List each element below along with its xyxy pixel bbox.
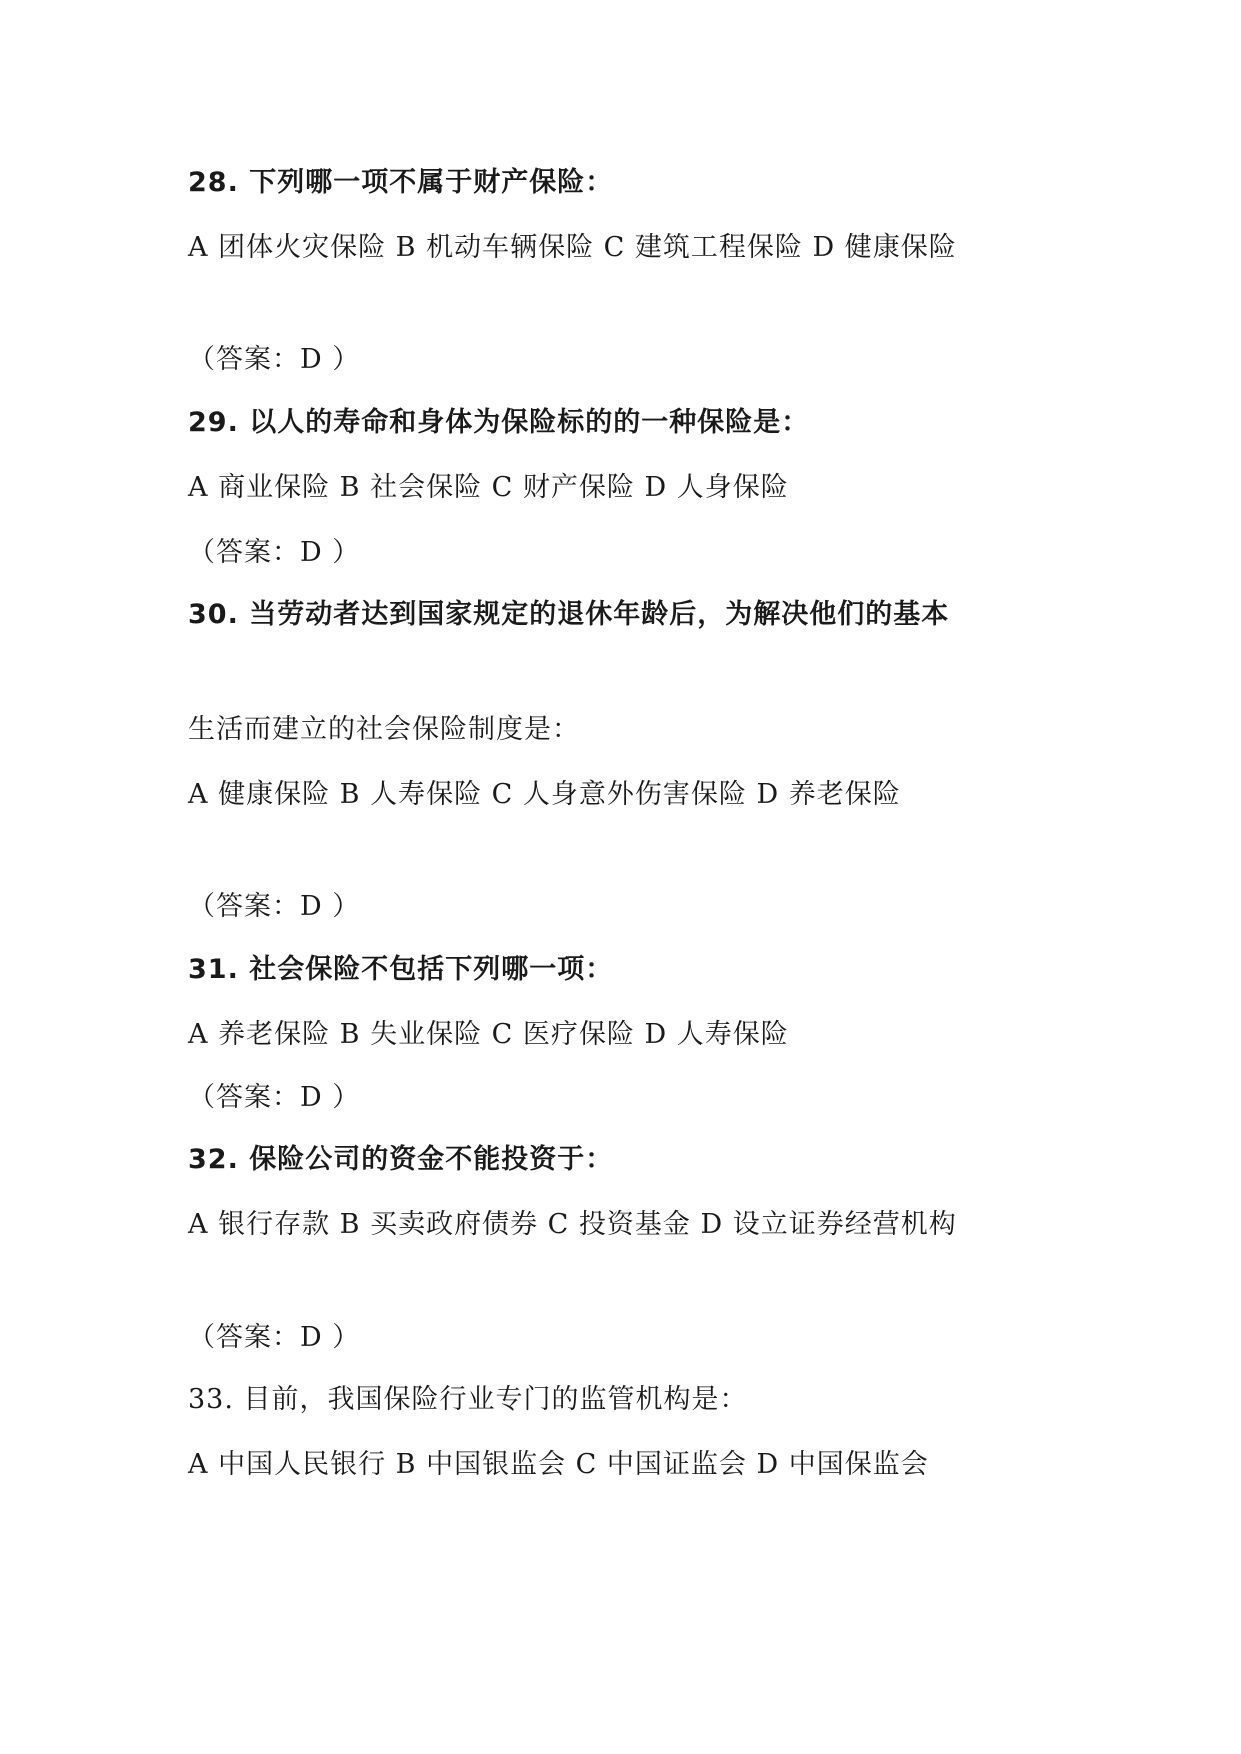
answer-31: （答案：D ） — [188, 1082, 361, 1113]
options-30: A 健康保险 B 人寿保险 C 人身意外伤害保险 D 养老保险 — [188, 779, 901, 810]
answer-29: （答案：D ） — [188, 537, 361, 568]
options-28: A 团体火灾保险 B 机动车辆保险 C 建筑工程保险 D 健康保险 — [188, 232, 957, 263]
question-30-continuation: 生活而建立的社会保险制度是： — [188, 714, 580, 745]
options-29: A 商业保险 B 社会保险 C 财产保险 D 人身保险 — [188, 472, 789, 503]
question-29: 29. 以人的寿命和身体为保险标的的一种保险是： — [188, 407, 810, 438]
question-28: 28. 下列哪一项不属于财产保险： — [188, 167, 614, 198]
options-31: A 养老保险 B 失业保险 C 医疗保险 D 人寿保险 — [188, 1019, 789, 1050]
question-31: 31. 社会保险不包括下列哪一项： — [188, 954, 614, 985]
options-33: A 中国人民银行 B 中国银监会 C 中国证监会 D 中国保监会 — [188, 1449, 929, 1480]
answer-28: （答案：D ） — [188, 344, 361, 375]
question-32: 32. 保险公司的资金不能投资于： — [188, 1144, 614, 1175]
answer-30: （答案：D ） — [188, 891, 361, 922]
question-33: 33. 目前，我国保险行业专门的监管机构是： — [188, 1384, 748, 1415]
answer-32: （答案：D ） — [188, 1322, 361, 1353]
question-30: 30. 当劳动者达到国家规定的退休年龄后，为解决他们的基本 — [188, 599, 950, 630]
options-32: A 银行存款 B 买卖政府债券 C 投资基金 D 设立证券经营机构 — [188, 1209, 957, 1240]
